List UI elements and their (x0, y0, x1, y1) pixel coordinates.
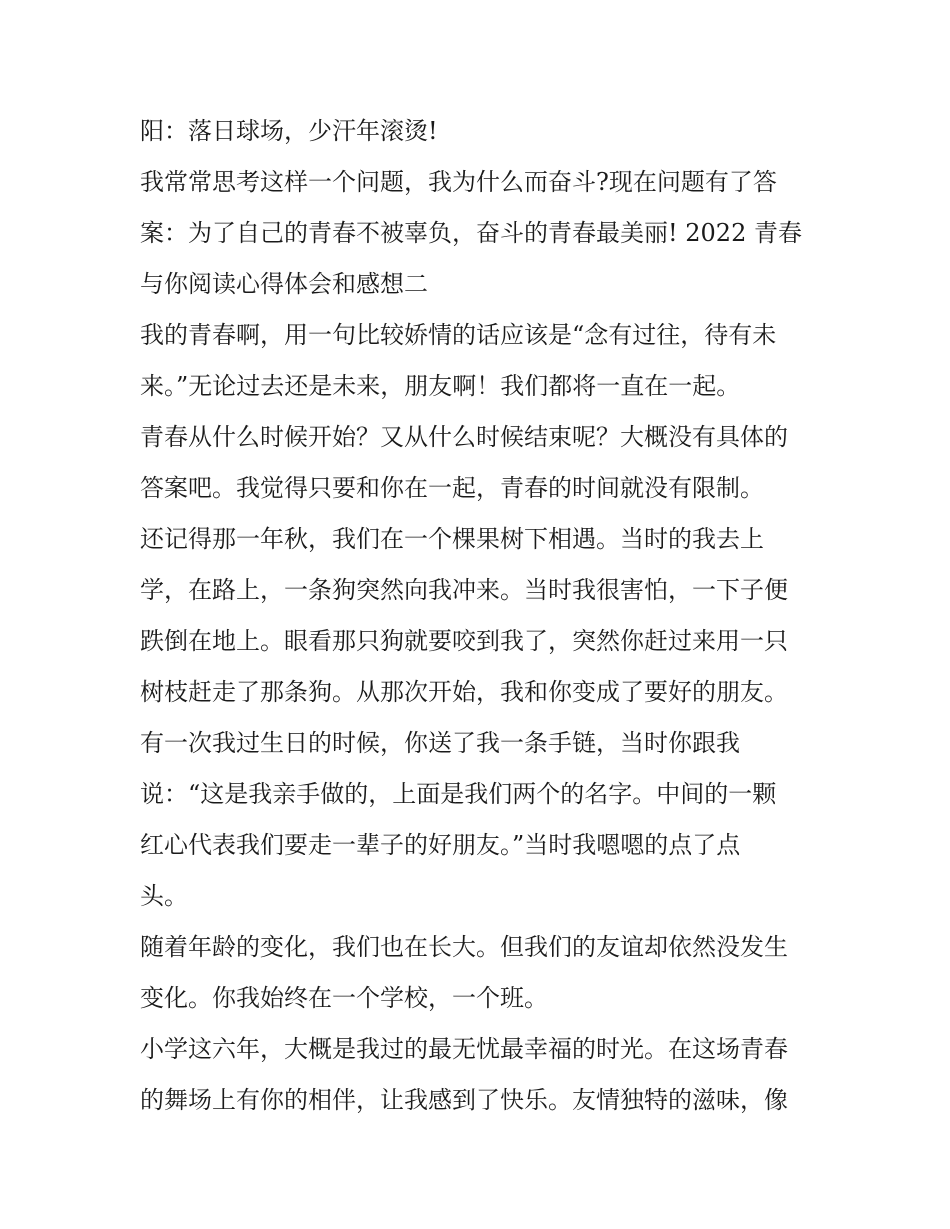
text-line: 小学这六年，大概是我过的最无忧最幸福的时光。在这场青春 (140, 1035, 788, 1063)
text-line: 阳：落日球场，少汗年滚烫! (140, 117, 438, 145)
text-line: 还记得那一年秋，我们在一个棵果树下相遇。当时的我去上 (140, 525, 764, 553)
text-line: 说：“这是我亲手做的，上面是我们两个的名字。中间的一颗 (140, 780, 777, 808)
text-line: 我常常思考这样一个问题，我为什么而奋斗?现在问题有了答 (140, 168, 777, 196)
text-line: 有一次我过生日的时候，你送了我一条手链，当时你跟我 (140, 729, 740, 757)
text-line: 红心代表我们要走一辈子的好朋友。”当时我嗯嗯的点了点 (140, 831, 741, 859)
document-body (140, 106, 820, 1126)
text-line: 跌倒在地上。眼看那只狗就要咬到我了，突然你赶过来用一只 (140, 627, 788, 655)
text-line: 我的青春啊，用一句比较娇情的话应该是“念有过往，待有未 (140, 321, 777, 349)
text-line: 青春从什么时候开始？又从什么时候结束呢？大概没有具体的 (140, 423, 788, 451)
text-line: 头。 (140, 882, 188, 910)
text-line: 树枝赶走了那条狗。从那次开始，我和你变成了要好的朋友。 (140, 678, 788, 706)
text-line: 的舞场上有你的相伴，让我感到了快乐。友情独特的滋味，像 (140, 1086, 788, 1114)
text-line: 案：为了自己的青春不被辜负，奋斗的青春最美丽! 2022 青春 (140, 219, 802, 247)
text-line: 随着年龄的变化，我们也在长大。但我们的友谊却依然没发生 (140, 933, 788, 961)
text-line: 与你阅读心得体会和感想二 (140, 270, 428, 298)
text-line: 学，在路上，一条狗突然向我冲来。当时我很害怕，一下子便 (140, 576, 788, 604)
text-line: 变化。你我始终在一个学校，一个班。 (140, 984, 548, 1012)
text-line: 答案吧。我觉得只要和你在一起，青春的时间就没有限制。 (140, 474, 764, 502)
text-line: 来。”无论过去还是未来，朋友啊！我们都将一直在一起。 (140, 372, 741, 400)
